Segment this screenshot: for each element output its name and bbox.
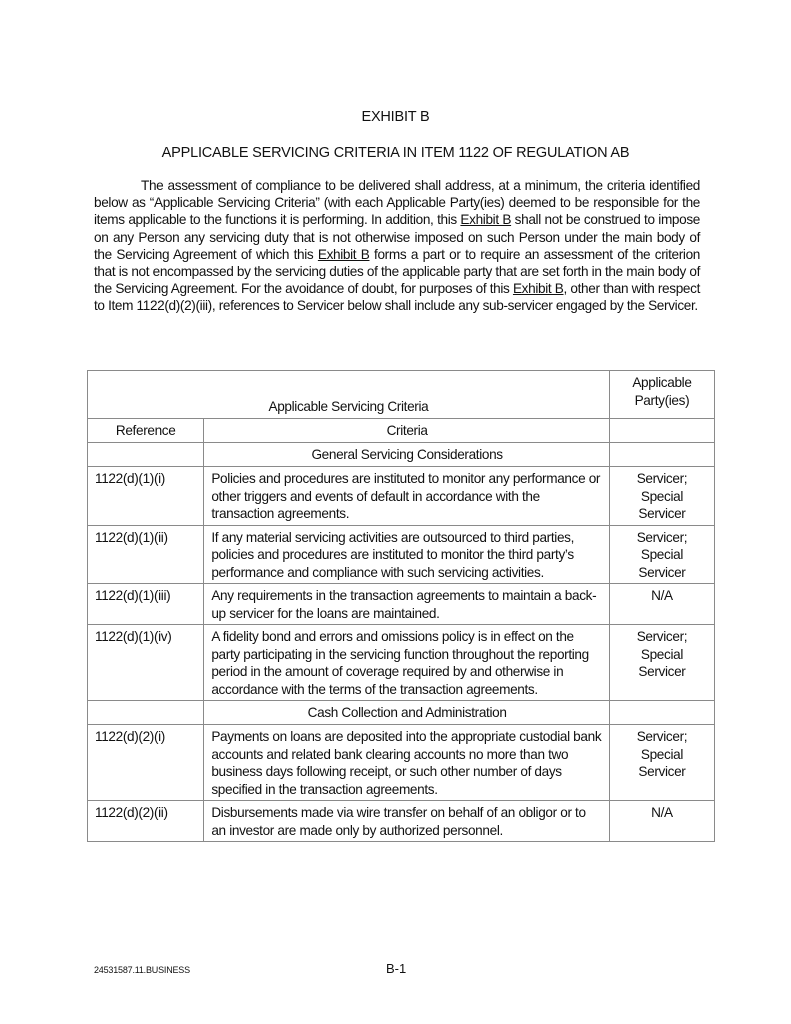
intro-text: shall not be construed to impose on any Person any servicing duty that is not otherwise imposed on such Person under the main body of the Servicing Agreement of which this: [94, 212, 701, 262]
criteria-cell: Payments on loans are deposited into the appropriate custodial bank accounts and related bank clearing accounts no more than two business days following receipt, or such other number of days specified in the transaction agreements.: [204, 725, 610, 801]
intro-paragraph: [94, 177, 700, 315]
party-title-cell: Applicable Party(ies): [609, 371, 714, 419]
table-header-row: [88, 371, 715, 419]
exhibit-b-reference: Exhibit B: [317, 246, 370, 262]
party-text: N/A: [651, 588, 673, 603]
criteria-cell: Disbursements made via wire transfer on behalf of an obligor or to an investor are made only by authorized personnel.: [204, 801, 610, 842]
party-text: Servicer; Special Servicer: [636, 729, 688, 779]
section-reference-empty: [88, 443, 204, 467]
section-row: [88, 701, 715, 725]
section-party-empty: [609, 443, 714, 467]
party-cell: [609, 584, 714, 625]
table-row: [88, 801, 715, 842]
reference-header: Reference: [88, 419, 204, 443]
party-text: Servicer; Special Servicer: [636, 529, 688, 580]
party-text: Servicer; Special Servicer: [636, 629, 688, 679]
section-party-empty: [609, 701, 714, 725]
exhibit-title: EXHIBIT B: [361, 109, 430, 125]
table-row: [88, 625, 715, 701]
reference-cell: 1122(d)(2)(i): [88, 725, 204, 801]
table-subheader-row: [88, 419, 715, 443]
table-row: [88, 525, 715, 584]
exhibit-b-reference: Exhibit B: [512, 281, 564, 297]
page-number: B-1: [386, 961, 407, 976]
table-row: [88, 584, 715, 625]
criteria-cell: Policies and procedures are instituted to monitor any performance or other triggers and events of default in accordance with the transaction agreements.: [204, 467, 610, 526]
party-cell: [609, 725, 714, 801]
party-header: [609, 419, 714, 443]
party-text: Servicer; Special Servicer: [636, 471, 688, 521]
reference-cell: 1122(d)(1)(iv): [88, 625, 204, 701]
criteria-cell: A fidelity bond and errors and omissions policy is in effect on the party participating in the servicing function throughout the reporting period in the amount of coverage required by and otherwise in accordance with the terms of the transaction agreements.: [204, 625, 610, 701]
section-reference-empty: [88, 701, 204, 725]
intro-text: The assessment of compliance to be delivered shall address, at a minimum, the criteria identified below as “Applicable Servicing Criteria” (with each Applicable Party(ies) deemed to be responsible for the items applicable to the functions it is performing. In addition, this: [94, 178, 700, 228]
reference-cell: 1122(d)(1)(iii): [88, 584, 204, 625]
table-row: [88, 467, 715, 526]
criteria-cell: If any material servicing activities are outsourced to third parties, policies and procedures are instituted to monitor the third party’s performance and compliance with such servicing activities.: [204, 525, 610, 584]
party-text: N/A: [651, 805, 673, 820]
party-cell: [609, 525, 714, 584]
criteria-title-cell: Applicable Servicing Criteria: [88, 371, 610, 419]
criteria-header: Criteria: [204, 419, 610, 443]
table-row: [88, 725, 715, 801]
exhibit-subtitle: APPLICABLE SERVICING CRITERIA IN ITEM 1122 OF REGULATION AB: [161, 145, 630, 161]
criteria-cell: Any requirements in the transaction agreements to maintain a back-up servicer for the loans are maintained.: [204, 584, 610, 625]
section-title: General Servicing Considerations: [204, 443, 610, 467]
section-row: [88, 443, 715, 467]
section-title: Cash Collection and Administration: [204, 701, 610, 725]
intro-text: , other than with respect to Item 1122(d)(2)(iii), references to Servicer below shall include any sub-servicer engaged by the Servicer.: [94, 281, 701, 314]
reference-cell: 1122(d)(1)(ii): [88, 525, 204, 584]
exhibit-b-reference: Exhibit B: [460, 212, 512, 228]
party-cell: [609, 467, 714, 526]
document-id: 24531587.11.BUSINESS: [94, 965, 190, 975]
reference-cell: 1122(d)(1)(i): [88, 467, 204, 526]
servicing-criteria-table: [87, 370, 715, 842]
party-cell: [609, 801, 714, 842]
party-cell: [609, 625, 714, 701]
intro-text: forms a part or to require an assessment of the criterion that is not encompassed by the servicing duties of the applicable party that are set forth in the main body of the Servicing Agreement. For the avoidance of doubt, for purposes of this: [94, 246, 700, 297]
reference-cell: 1122(d)(2)(ii): [88, 801, 204, 842]
